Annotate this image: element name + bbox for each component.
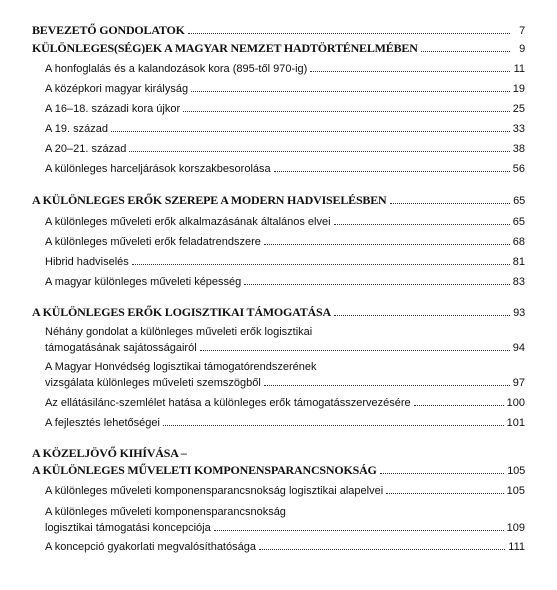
toc-entry-title: A 20–21. század (45, 143, 127, 155)
dot-leader (310, 71, 510, 72)
dot-leader (111, 131, 510, 132)
toc-page-number: 68 (512, 236, 525, 248)
toc-entry-title: A különleges műveleti erők alkalmazásának általános elvei (45, 216, 331, 228)
toc-page-number: 111 (508, 541, 525, 553)
toc-entry-title-line: A különleges műveleti komponensparancsnokság (45, 506, 286, 518)
toc-entry[interactable] (32, 255, 525, 269)
toc-entry-title-line: Néhány gondolat a különleges műveleti erők logisztikai (45, 326, 313, 338)
toc-page-number: 100 (506, 397, 525, 409)
dot-leader (132, 264, 510, 265)
dot-leader (390, 203, 511, 204)
toc-entry[interactable] (32, 82, 525, 96)
toc-entry-title: A magyar különleges műveleti képesség (45, 276, 242, 288)
toc-page-number: 7 (519, 25, 525, 37)
toc-page-number: 9 (519, 43, 525, 55)
dot-leader (264, 385, 510, 386)
toc-entry[interactable] (32, 540, 525, 554)
toc-page-number: 25 (512, 103, 525, 115)
dot-leader (386, 493, 503, 494)
dot-leader (214, 530, 504, 531)
toc-entry-title: A KÜLÖNLEGES ERŐK LOGISZTIKAI TÁMOGATÁSA (32, 305, 331, 319)
toc-entry[interactable] (32, 162, 525, 176)
toc-entry[interactable] (32, 215, 525, 229)
dot-leader (334, 224, 510, 225)
dot-leader (264, 244, 510, 245)
toc-entry[interactable] (32, 122, 525, 136)
toc-page-number: 109 (506, 522, 525, 534)
dot-leader (334, 315, 510, 316)
toc-entry-title-line: A KÖZELJÖVŐ KIHÍVÁSA – (32, 446, 187, 460)
toc-page-number: 11 (513, 63, 525, 75)
dot-leader (188, 33, 510, 34)
toc-entry-title: A 19. század (45, 123, 108, 135)
toc-entry[interactable] (32, 235, 525, 249)
dot-leader (163, 425, 504, 426)
dot-leader (200, 350, 510, 351)
toc-entry[interactable] (32, 484, 525, 498)
toc-page-number: 38 (512, 143, 525, 155)
toc-entry[interactable] (32, 41, 525, 56)
dot-leader (259, 549, 505, 550)
toc-entry-title: BEVEZETŐ GONDOLATOK (32, 23, 185, 37)
dot-leader (129, 151, 509, 152)
dot-leader (191, 91, 510, 92)
toc-entry-title: A koncepció gyakorlati megvalósíthatósága (45, 541, 256, 553)
toc-entry[interactable] (32, 505, 525, 535)
toc-page-number: 101 (506, 417, 525, 429)
toc-entry[interactable] (32, 325, 525, 355)
toc-entry[interactable] (32, 193, 525, 208)
toc-page-number: 94 (512, 342, 525, 354)
toc-entry[interactable] (32, 305, 525, 320)
toc-entry-title: A fejlesztés lehetőségei (45, 417, 160, 429)
toc-entry[interactable] (32, 446, 525, 478)
toc-entry-title: Hibrid hadviselés (45, 256, 129, 268)
toc-entry[interactable] (32, 416, 525, 430)
toc-page-number: 105 (507, 465, 525, 477)
toc-entry-title: vizsgálata különleges műveleti szemszögből (45, 377, 261, 389)
toc-entry[interactable] (32, 102, 525, 116)
dot-leader (380, 473, 505, 474)
toc-entry-title-line: A Magyar Honvédség logisztikai támogatórendszerének (45, 361, 317, 373)
toc-entry-title: A KÜLÖNLEGES MŰVELETI KOMPONENSPARANCSNOKSÁG (32, 463, 377, 477)
toc-entry-title: A középkori magyar királyság (45, 83, 189, 95)
toc-page-number: 105 (506, 485, 525, 497)
toc-entry-title: A KÜLÖNLEGES ERŐK SZEREPE A MODERN HADVISELÉSBEN (32, 193, 387, 207)
toc-page-number: 83 (512, 276, 525, 288)
dot-leader (244, 284, 509, 285)
toc-entry-title: Az ellátásilánc-szemlélet hatása a különleges erők támogatásszervezésére (45, 397, 411, 409)
toc-page-number: 19 (512, 83, 525, 95)
toc-page-number: 81 (512, 256, 525, 268)
toc-entry[interactable] (32, 62, 525, 76)
toc-entry-title: KÜLÖNLEGES(SÉG)EK A MAGYAR NEMZET HADTÖRTÉNELMÉBEN (32, 41, 418, 55)
toc-page-number: 97 (512, 377, 525, 389)
toc-entry-title: A különleges műveleti erők feladatrendszere (45, 236, 261, 248)
toc-entry[interactable] (32, 142, 525, 156)
toc-entry[interactable] (32, 275, 525, 289)
toc-entry-title: A különleges harceljárások korszakbesorolása (45, 163, 271, 175)
toc-page-number: 65 (513, 195, 525, 207)
dot-leader (274, 171, 510, 172)
toc-page-number: 56 (512, 163, 525, 175)
toc-entry-title: logisztikai támogatási koncepciója (45, 522, 211, 534)
toc-page-number: 65 (512, 216, 525, 228)
dot-leader (414, 405, 504, 406)
toc-entry-title: A honfoglalás és a kalandozások kora (895-től 970-ig) (45, 63, 308, 75)
toc-entry-title: A 16–18. századi kora újkor (45, 103, 181, 115)
dot-leader (183, 111, 510, 112)
toc-entry[interactable] (32, 23, 525, 38)
toc-entry-title: A különleges műveleti komponensparancsnokság logisztikai alapelvei (45, 485, 384, 497)
toc-entry-title: támogatásának sajátosságairól (45, 342, 197, 354)
dot-leader (421, 51, 510, 52)
toc-entry[interactable] (32, 396, 525, 410)
toc-entry[interactable] (32, 360, 525, 390)
toc-page-number: 33 (512, 123, 525, 135)
toc-page-number: 93 (513, 307, 525, 319)
